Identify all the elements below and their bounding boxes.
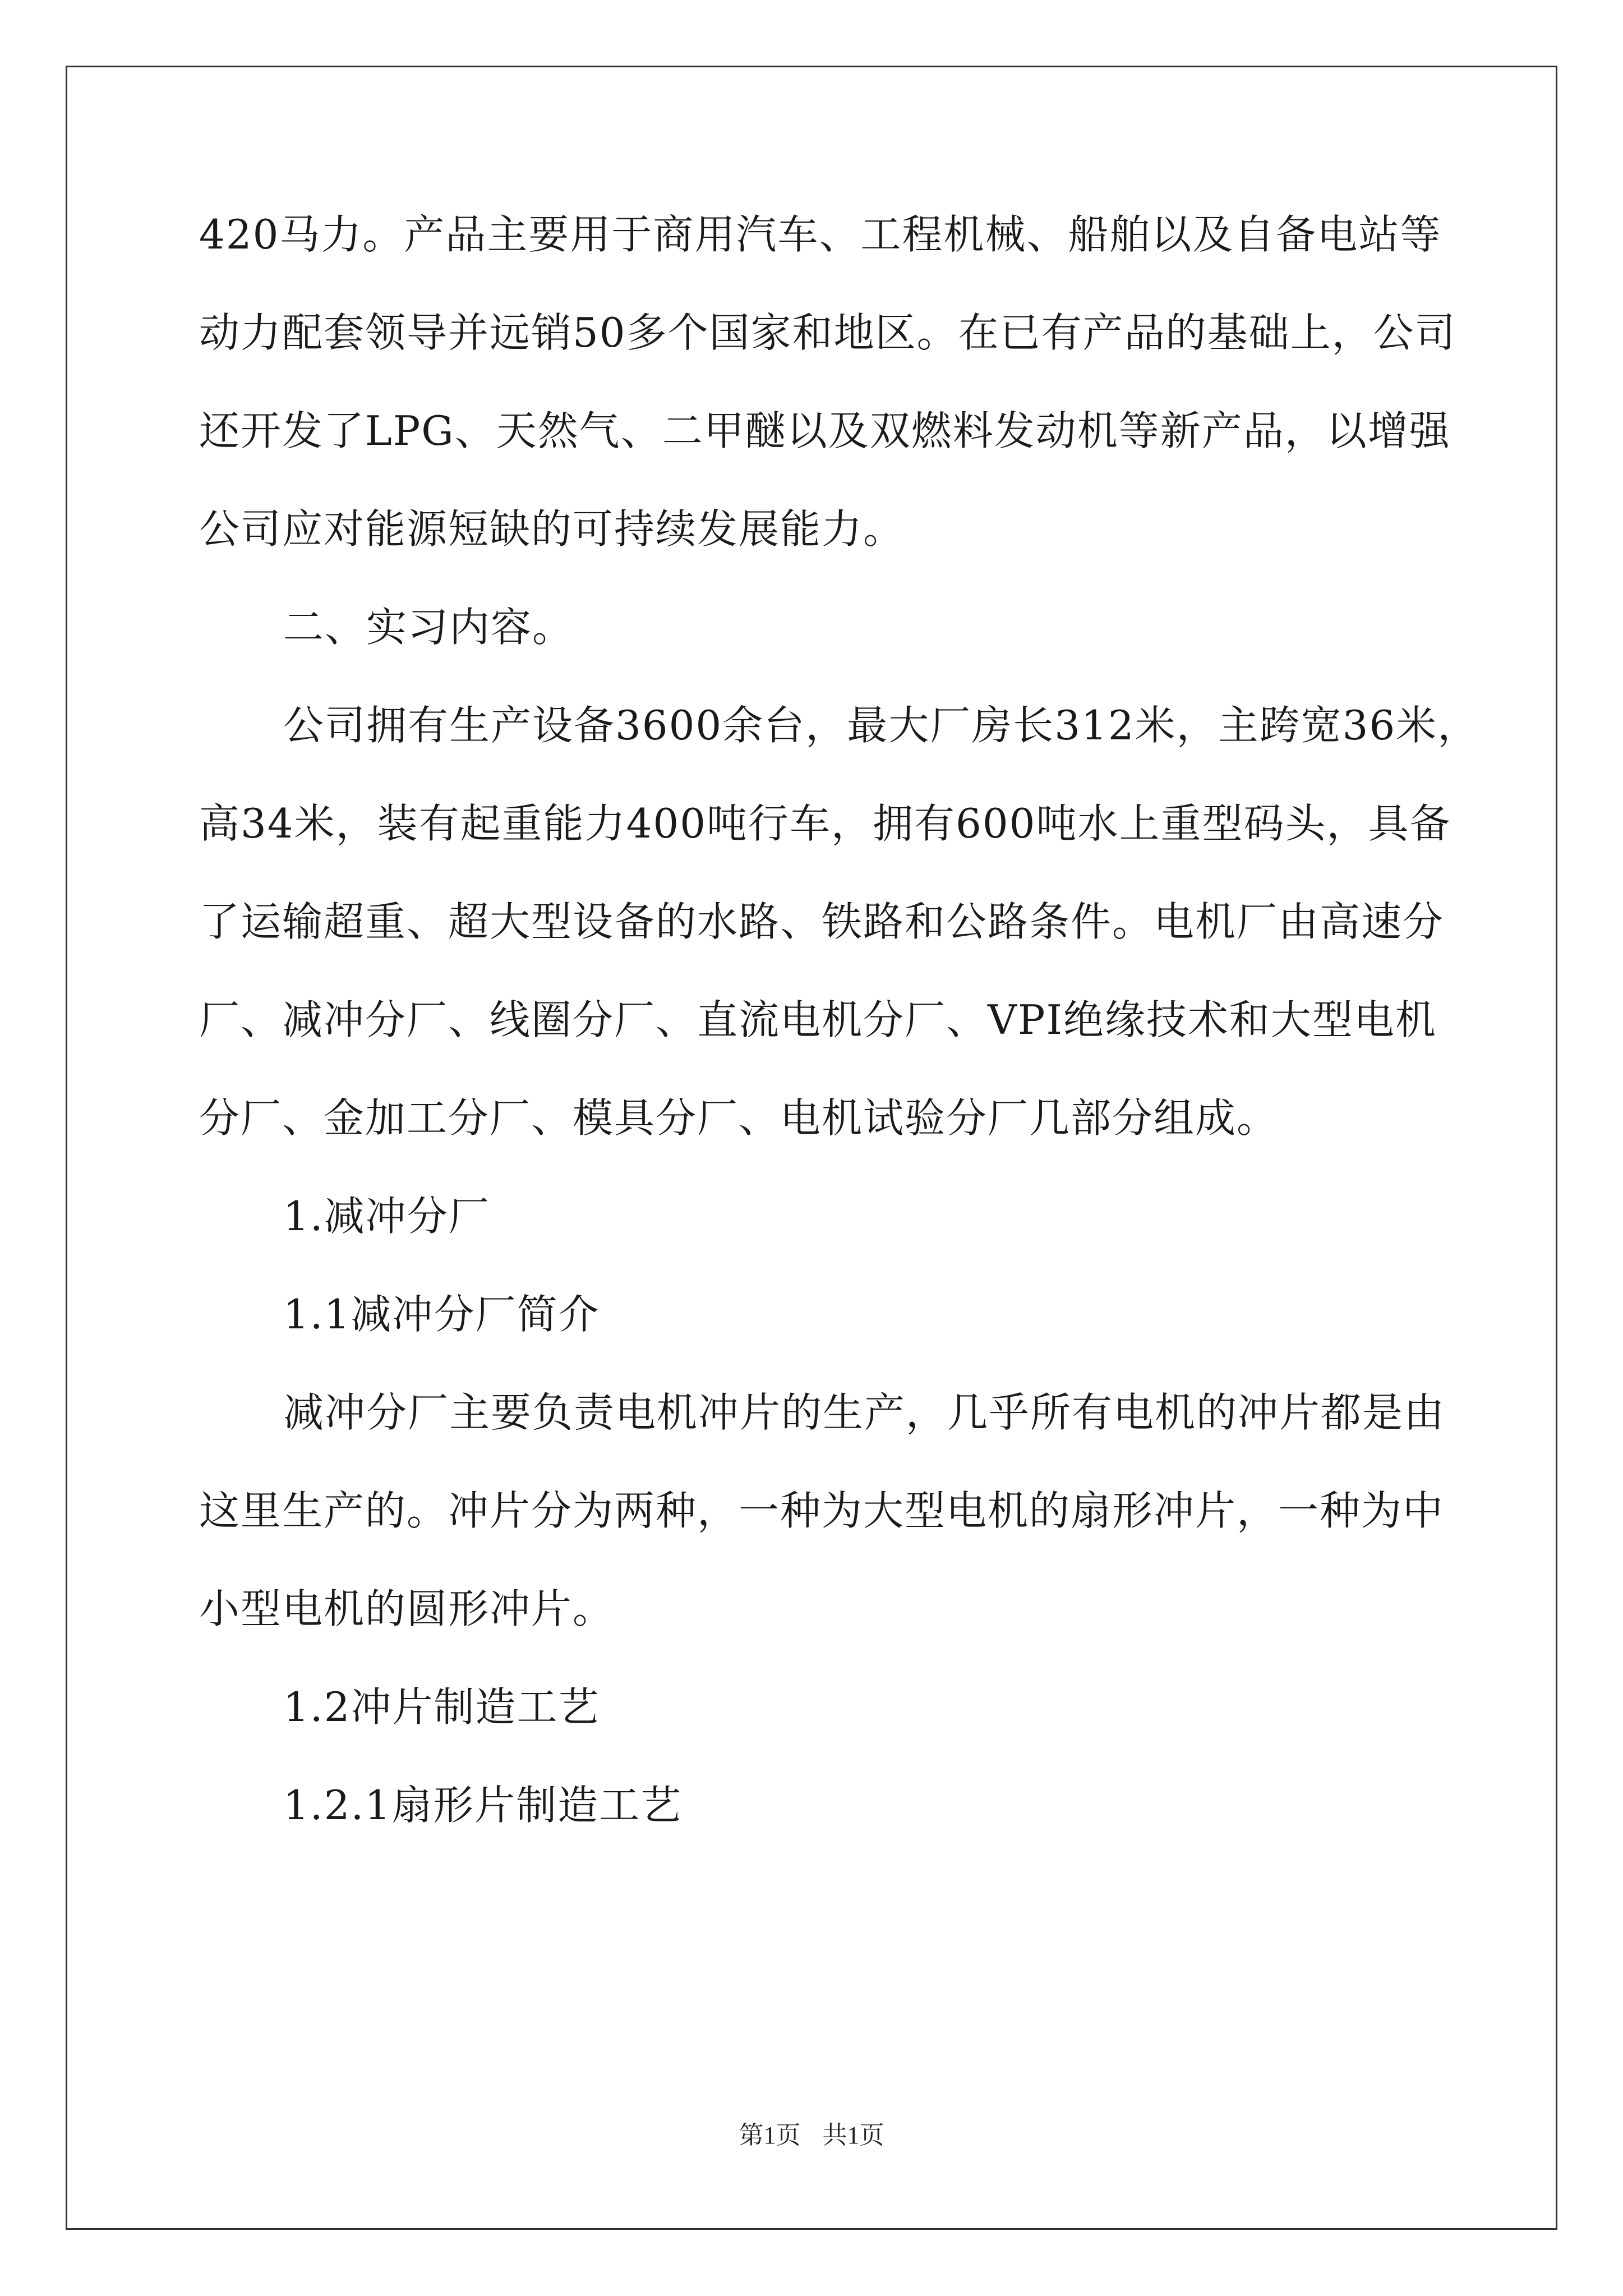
text-line-8: 了运输超重、超大型设备的水路、铁路和公路条件。电机厂由高速分 <box>199 898 1445 945</box>
page-number-total: 共1页 <box>822 2122 884 2149</box>
heading-1-2-1: 1.2.1扇形片制造工艺 <box>283 1782 683 1829</box>
text-line-9: 厂、减冲分厂、线圈分厂、直流电机分厂、VPI绝缘技术和大型电机 <box>199 996 1437 1043</box>
text-line-15: 小型电机的圆形冲片。 <box>199 1585 615 1632</box>
text-line-6: 公司拥有生产设备3600余台，最大厂房长312米，主跨宽36米， <box>283 702 1479 749</box>
page-number-current: 第1页 <box>739 2122 801 2149</box>
page-footer <box>0 2115 1623 2151</box>
text-line-1: 420马力。产品主要用于商用汽车、工程机械、船舶以及自备电站等 <box>199 211 1442 258</box>
document-body <box>199 206 1479 1875</box>
heading-1-1: 1.1减冲分厂简介 <box>283 1291 600 1338</box>
text-line-4: 公司应对能源短缺的可持续发展能力。 <box>199 505 905 553</box>
text-line-14: 这里生产的。冲片分为两种，一种为大型电机的扇形冲片，一种为中 <box>199 1487 1445 1534</box>
text-line-7: 高34米，装有起重能力400吨行车，拥有600吨水上重型码头，具备 <box>199 800 1451 847</box>
heading-1: 1.减冲分厂 <box>283 1193 490 1240</box>
text-line-10: 分厂、金加工分厂、模具分厂、电机试验分厂几部分组成。 <box>199 1094 1279 1142</box>
text-line-3: 还开发了LPG、天然气、二甲醚以及双燃料发动机等新产品，以增强 <box>199 407 1451 454</box>
text-line-2: 动力配套领导并远销50多个国家和地区。在已有产品的基础上，公司 <box>199 309 1456 356</box>
text-line-13: 减冲分厂主要负责电机冲片的生产，几乎所有电机的冲片都是由 <box>283 1389 1446 1436</box>
heading-1-2: 1.2冲片制造工艺 <box>283 1683 600 1731</box>
section-heading-internship-content: 二、实习内容。 <box>283 604 574 651</box>
